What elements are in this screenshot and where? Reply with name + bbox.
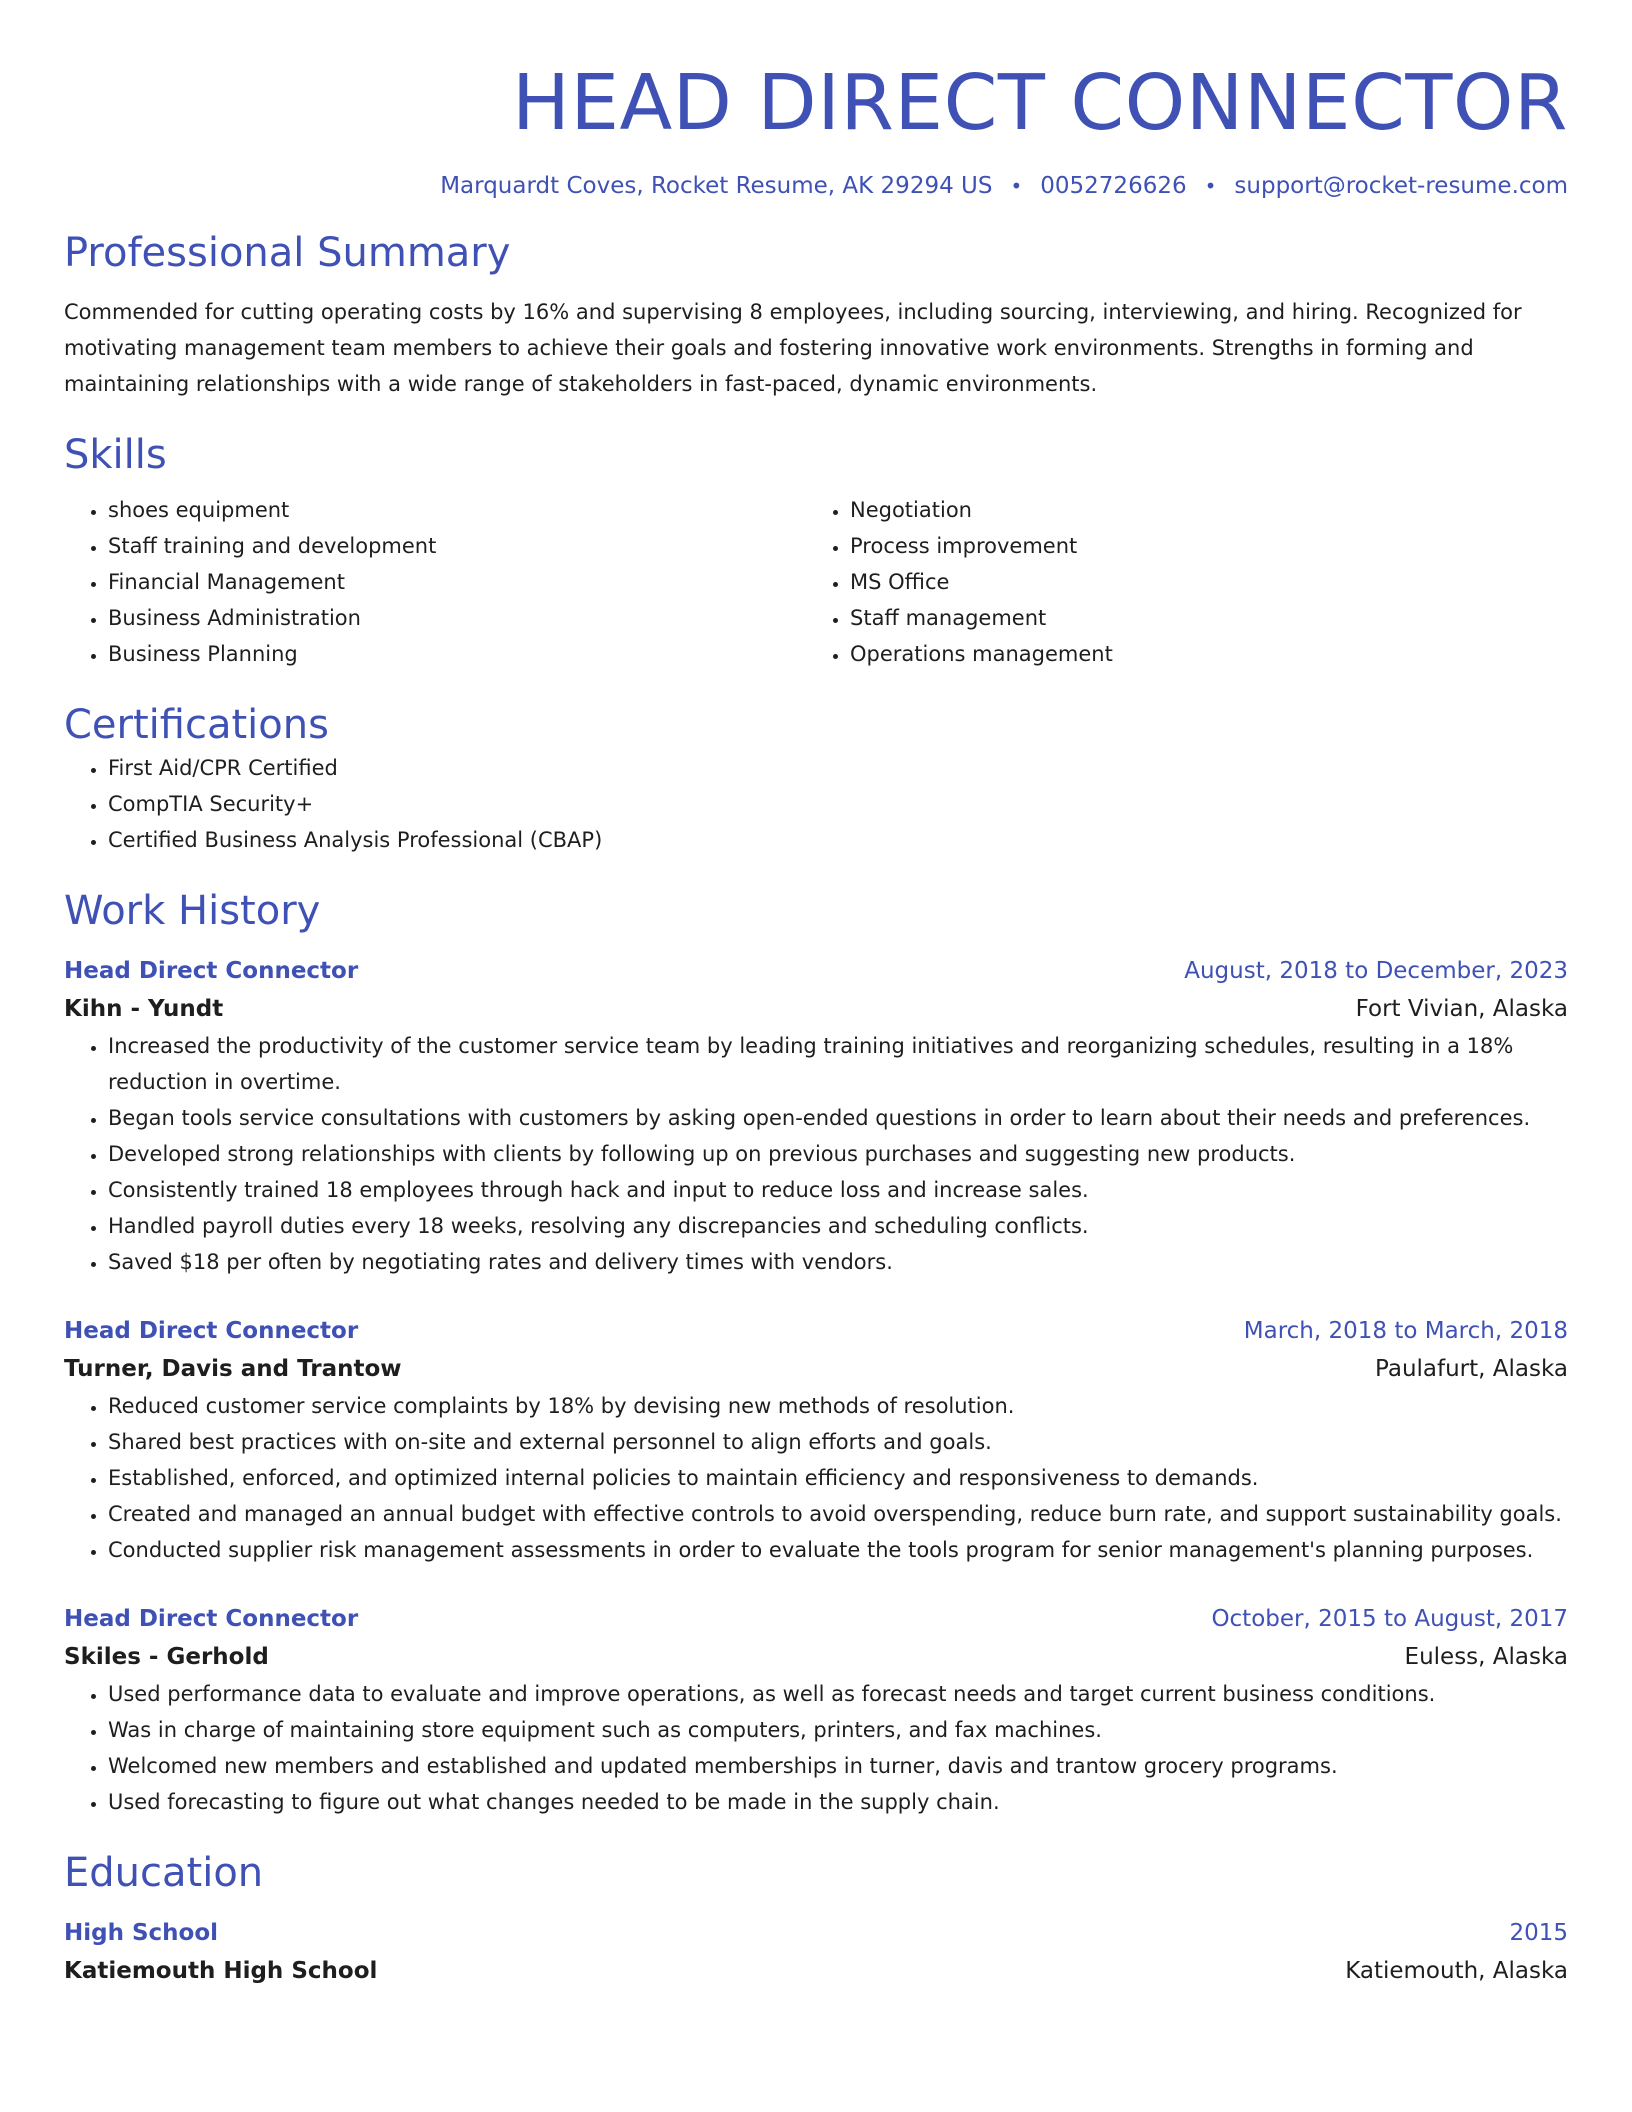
skills-heading: Skills xyxy=(64,432,167,478)
job-duty: • Shared best practices with on-site and external personnel to align efforts and goals. xyxy=(108,1424,1568,1460)
certifications-list xyxy=(64,750,1568,858)
education-heading: Education xyxy=(64,1850,264,1896)
job-duty: • Welcomed new members and established and updated memberships in turner, davis and trantow grocery programs. xyxy=(108,1748,1568,1784)
certification-item: • First Aid/CPR Certified xyxy=(108,750,1568,786)
job-dates: October, 2015 to August, 2017 xyxy=(1211,1606,1568,1632)
contact-phone: 0052726626 xyxy=(1040,173,1187,199)
education-school: Katiemouth High School xyxy=(64,1958,378,1984)
job-duty: • Saved $18 per often by negotiating rates and delivery times with vendors. xyxy=(108,1244,1568,1280)
candidate-name: HEAD DIRECT CONNECTOR xyxy=(511,59,1568,148)
skills-column-left xyxy=(64,492,806,672)
job-entry xyxy=(64,1312,1568,1568)
contact-address: Marquardt Coves, Rocket Resume, AK 29294 US xyxy=(440,173,993,199)
job-location: Paulafurt, Alaska xyxy=(1375,1356,1568,1382)
skill-item: • Staff management xyxy=(850,600,1548,636)
certifications-heading: Certifications xyxy=(64,702,329,748)
skill-item: • Process improvement xyxy=(850,528,1548,564)
skill-item: • Business Planning xyxy=(108,636,806,672)
skill-item: • Staff training and development xyxy=(108,528,806,564)
education-degree: High School xyxy=(64,1920,219,1946)
job-duty: • Began tools service consultations with customers by asking open-ended questions in order to learn about their needs and preferences. xyxy=(108,1100,1568,1136)
job-dates: August, 2018 to December, 2023 xyxy=(1184,958,1568,984)
summary-heading: Professional Summary xyxy=(64,230,511,276)
education-entry xyxy=(64,1914,1568,1990)
job-duties xyxy=(64,1676,1568,1820)
job-duty: • Was in charge of maintaining store equipment such as computers, printers, and fax machines. xyxy=(108,1712,1568,1748)
work-history-heading: Work History xyxy=(64,888,321,934)
certification-item: • Certified Business Analysis Professional (CBAP) xyxy=(108,822,1568,858)
job-company: Skiles - Gerhold xyxy=(64,1644,269,1670)
contact-line xyxy=(64,170,1568,202)
skill-item: • MS Office xyxy=(850,564,1548,600)
contact-email: support@rocket-resume.com xyxy=(1234,173,1568,199)
job-title: Head Direct Connector xyxy=(64,1318,359,1344)
job-duty: • Used performance data to evaluate and improve operations, as well as forecast needs and target current business conditions. xyxy=(108,1676,1568,1712)
job-duty: • Developed strong relationships with clients by following up on previous purchases and suggesting new products. xyxy=(108,1136,1568,1172)
job-duty: • Handled payroll duties every 18 weeks, resolving any discrepancies and scheduling conflicts. xyxy=(108,1208,1568,1244)
job-duty: • Increased the productivity of the customer service team by leading training initiatives and reorganizing schedules, resulting in a 18% reduction in overtime. xyxy=(108,1028,1568,1100)
skill-item: • shoes equipment xyxy=(108,492,806,528)
job-duty: • Created and managed an annual budget with effective controls to avoid overspending, reduce burn rate, and support sustainability goals. xyxy=(108,1496,1568,1532)
skill-item: • Financial Management xyxy=(108,564,806,600)
skill-item: • Negotiation xyxy=(850,492,1548,528)
summary-text: Commended for cutting operating costs by 16% and supervising 8 employees, including sourcing, interviewing, and hiring. Recognized for motivating management team members to achieve their goals and fostering innovative work environments. Strengths in forming and maintaining relationships with a wide range of stakeholders in fast-paced, dynamic environments. xyxy=(64,300,1522,396)
skills-list xyxy=(64,492,1568,672)
job-duties xyxy=(64,1388,1568,1568)
skill-item: • Business Administration xyxy=(108,600,806,636)
job-title: Head Direct Connector xyxy=(64,1606,359,1632)
job-title: Head Direct Connector xyxy=(64,958,359,984)
contact-separator: • xyxy=(1204,174,1217,198)
job-duty: • Conducted supplier risk management assessments in order to evaluate the tools program for senior management's planning purposes. xyxy=(108,1532,1568,1568)
skills-column-right xyxy=(806,492,1548,672)
job-duties xyxy=(64,1028,1568,1280)
certification-item: • CompTIA Security+ xyxy=(108,786,1568,822)
education-year: 2015 xyxy=(1509,1920,1568,1946)
education-location: Katiemouth, Alaska xyxy=(1345,1958,1568,1984)
job-duty: • Consistently trained 18 employees through hack and input to reduce loss and increase sales. xyxy=(108,1172,1568,1208)
job-location: Euless, Alaska xyxy=(1404,1644,1568,1670)
job-duty: • Established, enforced, and optimized internal policies to maintain efficiency and responsiveness to demands. xyxy=(108,1460,1568,1496)
job-duty: • Reduced customer service complaints by 18% by devising new methods of resolution. xyxy=(108,1388,1568,1424)
job-company: Turner, Davis and Trantow xyxy=(64,1356,402,1382)
job-entry xyxy=(64,1600,1568,1820)
job-duty: • Used forecasting to figure out what changes needed to be made in the supply chain. xyxy=(108,1784,1568,1820)
contact-separator: • xyxy=(1010,174,1023,198)
job-location: Fort Vivian, Alaska xyxy=(1355,996,1568,1022)
job-dates: March, 2018 to March, 2018 xyxy=(1243,1318,1568,1344)
job-company: Kihn - Yundt xyxy=(64,996,224,1022)
skill-item: • Operations management xyxy=(850,636,1548,672)
resume-page xyxy=(64,0,1568,1990)
job-entry xyxy=(64,952,1568,1280)
